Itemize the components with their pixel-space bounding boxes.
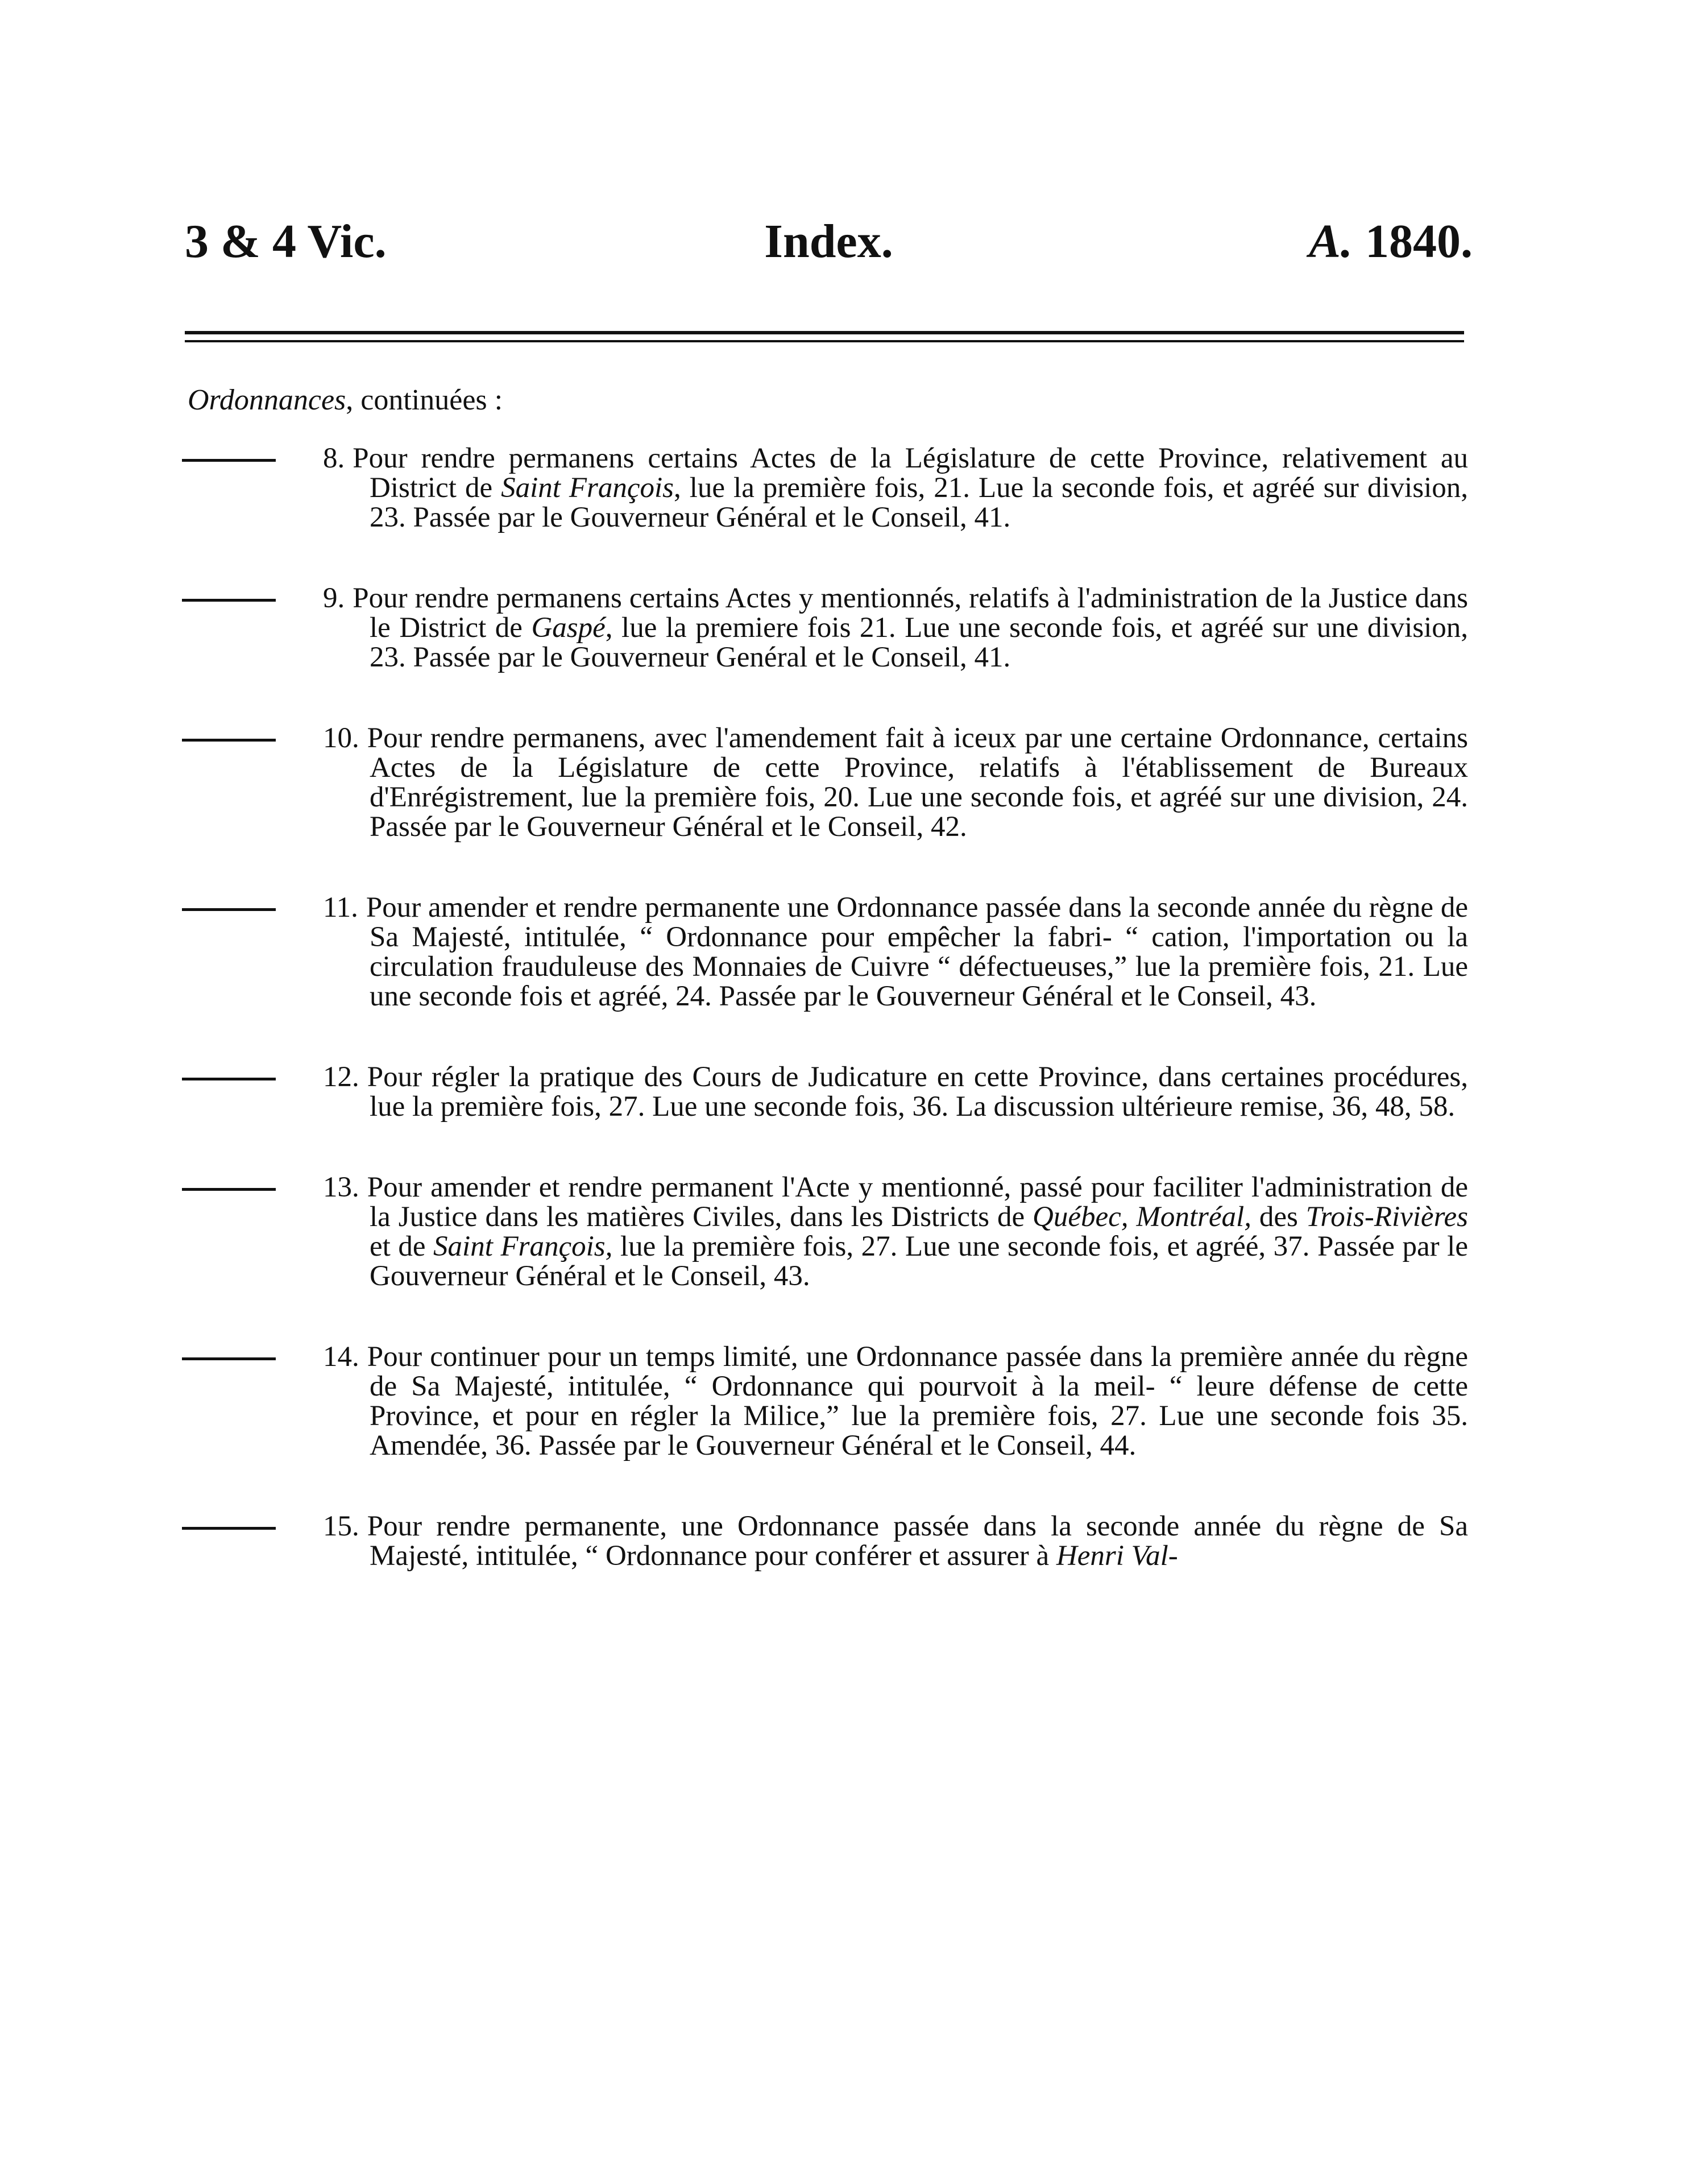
header-rule-thick <box>185 331 1464 334</box>
section-title-rest: , continuées : <box>346 384 503 416</box>
index-entries <box>182 444 1468 1622</box>
entry-text <box>182 893 1468 1011</box>
index-entry <box>182 723 1468 842</box>
entry-text-part: Pour régler la pratique des Cours de Judicature en cette Province, dans certaines procédures, lue la première fois, 27. Lue une seconde fois, 36. La discussion ultérieure remise, 36, 48, 58. <box>367 1061 1468 1123</box>
index-entry <box>182 444 1468 532</box>
header-letter: A. <box>1308 215 1353 268</box>
entry-text-part: des <box>1251 1201 1306 1233</box>
entry-number: 9. <box>323 582 345 614</box>
entry-text-italic: Trois-Rivières <box>1305 1201 1469 1233</box>
entry-text <box>182 1342 1468 1460</box>
header-title: Index. <box>764 215 893 268</box>
entry-number: 14. <box>323 1341 359 1373</box>
entry-dash <box>182 459 276 462</box>
header-session: 3 & 4 Vic. <box>185 215 387 268</box>
entry-text-part: , lue la premiere fois 21. Lue une seconde fois, et agréé sur une division, 23. Passée par le Gouverneur Genéral et le Conseil, 41. <box>370 612 1469 673</box>
entry-text-part: et de <box>370 1231 434 1262</box>
entry-text-part: lue la première fois, 27. Lue une seconde fois, et agréé, 37. Passée par le Gouverneur Général et le Conseil, 43. <box>370 1231 1468 1292</box>
page-header <box>185 210 1473 273</box>
entry-text-part: Pour amender et rendre permanent l'Acte y mentionné, passé pour faciliter l'administration de la Justice dans les matières Civiles, dans les Districts de <box>367 1171 1468 1233</box>
entry-text-italic: Saint François, <box>433 1231 613 1262</box>
entry-text-part: , lue la première fois, 21. Lue la seconde fois, et agréé sur division, 23. Passée par le Gouverneur Général et le Conseil, 41. <box>370 472 1468 533</box>
entry-text-italic: Gaspé <box>531 612 606 644</box>
entry-number: 15. <box>323 1510 359 1542</box>
entry-text-part: Pour amender et rendre permanente une Ordonnance passée dans la seconde année du règne de Sa Majesté, intitulée, “ Ordonnance pour empêcher la fabri- “ cation, l'importation ou la circulation frauduleuse des Monnaies de Cuivre “ défectueuses,” lue la première fois, 21. Lue une seconde fois et agréé, 24. Passée par le Gouverneur Général et le Conseil, 43. <box>366 892 1468 1012</box>
section-label <box>188 380 503 421</box>
entry-text-part: Pour rendre permanens, avec l'amendement fait à iceux par une certaine Ordonnance, certains Actes de la Législature de cette Province, relatifs à l'établissement de Bureaux d'Enrégistrement, lue la première fois, 20. Lue une seconde fois, et agréé sur une division, 24. Passée par le Gouverneur Général et le Conseil, 42. <box>367 722 1468 843</box>
header-year-number: 1840. <box>1365 215 1473 268</box>
section-title-italic: Ordonnances <box>188 384 346 416</box>
index-entry <box>182 1512 1468 1571</box>
header-year <box>1309 210 1473 273</box>
entry-text-italic: Québec, Montréal, <box>1033 1201 1251 1233</box>
index-entry <box>182 1173 1468 1291</box>
entry-text <box>182 1062 1468 1121</box>
header-rule-thin <box>185 340 1464 342</box>
entry-number: 12. <box>323 1061 359 1093</box>
entry-text <box>182 723 1468 842</box>
entry-number: 11. <box>323 892 358 924</box>
entry-dash <box>182 1188 276 1191</box>
entry-dash <box>182 1527 276 1530</box>
entry-text-part: Pour continuer pour un temps limité, une Ordonnance passée dans la première année du règne de Sa Majesté, intitulée, “ Ordonnance qui pourvoit à la meil- “ leure défense de cette Province, et pour en régler la Milice,” lue la première fois, 27. Lue une seconde fois 35. Amendée, 36. Passée par le Gouverneur Général et le Conseil, 44. <box>367 1341 1468 1461</box>
entry-text-part: Pour rendre permanens certains Actes de la Législature de cette Province, relativement au District de <box>353 442 1468 504</box>
entry-text-part: Pour rendre permanente, une Ordonnance passée dans la seconde année du règne de Sa Majesté, intitulée, “ Ordonnance pour conférer et assurer à <box>367 1510 1468 1572</box>
entry-dash <box>182 739 276 742</box>
entry-text-italic: Henri Val- <box>1056 1540 1178 1572</box>
index-entry <box>182 893 1468 1011</box>
entry-text-part: Pour rendre permanens certains Actes y mentionnés, relatifs à l'administration de la Justice dans le District de <box>353 582 1468 644</box>
entry-number: 10. <box>323 722 359 754</box>
entry-text <box>182 583 1468 672</box>
index-entry <box>182 1342 1468 1460</box>
entry-number: 13. <box>323 1171 359 1203</box>
entry-dash <box>182 599 276 602</box>
entry-text <box>182 1512 1468 1571</box>
entry-dash <box>182 1357 276 1360</box>
entry-number: 8. <box>323 442 345 474</box>
entry-text <box>182 444 1468 532</box>
entry-dash <box>182 1078 276 1080</box>
entry-text-italic: Saint François <box>501 472 674 504</box>
entry-text <box>182 1173 1468 1291</box>
index-entry <box>182 1062 1468 1121</box>
entry-dash <box>182 908 276 911</box>
index-entry <box>182 583 1468 672</box>
